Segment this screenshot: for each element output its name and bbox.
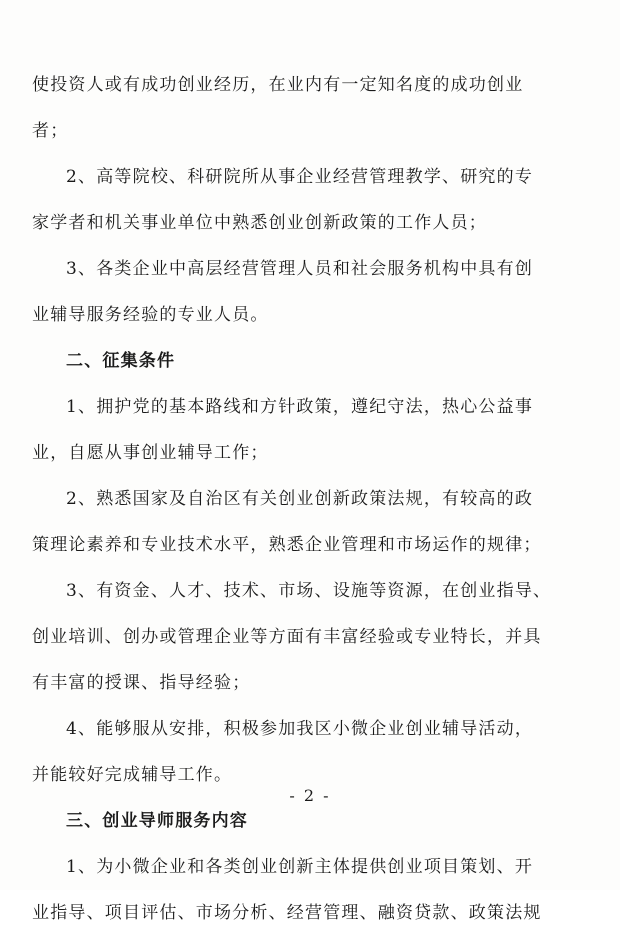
section-heading: 三、创业导师服务内容: [66, 811, 248, 831]
paragraph-line: 4、能够服从安排，积极参加我区小微企业创业辅导活动，: [66, 719, 534, 739]
paragraph-line: 2、高等院校、科研院所从事企业经营管理教学、研究的专: [66, 167, 534, 187]
paragraph-line: 者；: [32, 121, 69, 141]
paragraph-line: 业，自愿从事创业辅导工作；: [32, 443, 269, 463]
paragraph-line: 3、有资金、人才、技术、市场、设施等资源，在创业指导、: [66, 581, 552, 601]
paragraph-line: 家学者和机关事业单位中熟悉创业创新政策的工作人员；: [32, 213, 487, 233]
paragraph-line: 1、为小微企业和各类创业创新主体提供创业项目策划、开: [66, 857, 534, 877]
paragraph-line: 3、各类企业中高层经营管理人员和社会服务机构中具有创: [66, 259, 534, 279]
paragraph-line: 2、熟悉国家及自治区有关创业创新政策法规，有较高的政: [66, 489, 534, 509]
section-heading: 二、征集条件: [66, 351, 176, 371]
paragraph-line: 创业培训、创办或管理企业等方面有丰富经验或专业特长，并具: [32, 627, 542, 647]
page-number: - 2 -: [289, 786, 331, 805]
paragraph-line: 并能较好完成辅导工作。: [32, 765, 233, 785]
paragraph-line: 业辅导服务经验的专业人员。: [32, 305, 269, 325]
paragraph-line: 策理论素养和专业技术水平，熟悉企业管理和市场运作的规律；: [32, 535, 542, 555]
paragraph-line: 业指导、项目评估、市场分析、经营管理、融资贷款、政策法规: [32, 903, 542, 923]
paragraph-line: 有丰富的授课、指导经验；: [32, 673, 251, 693]
paragraph-line: 1、拥护党的基本路线和方针政策，遵纪守法，热心公益事: [66, 397, 534, 417]
paragraph-line: 使投资人或有成功创业经历，在业内有一定知名度的成功创业: [32, 75, 524, 95]
